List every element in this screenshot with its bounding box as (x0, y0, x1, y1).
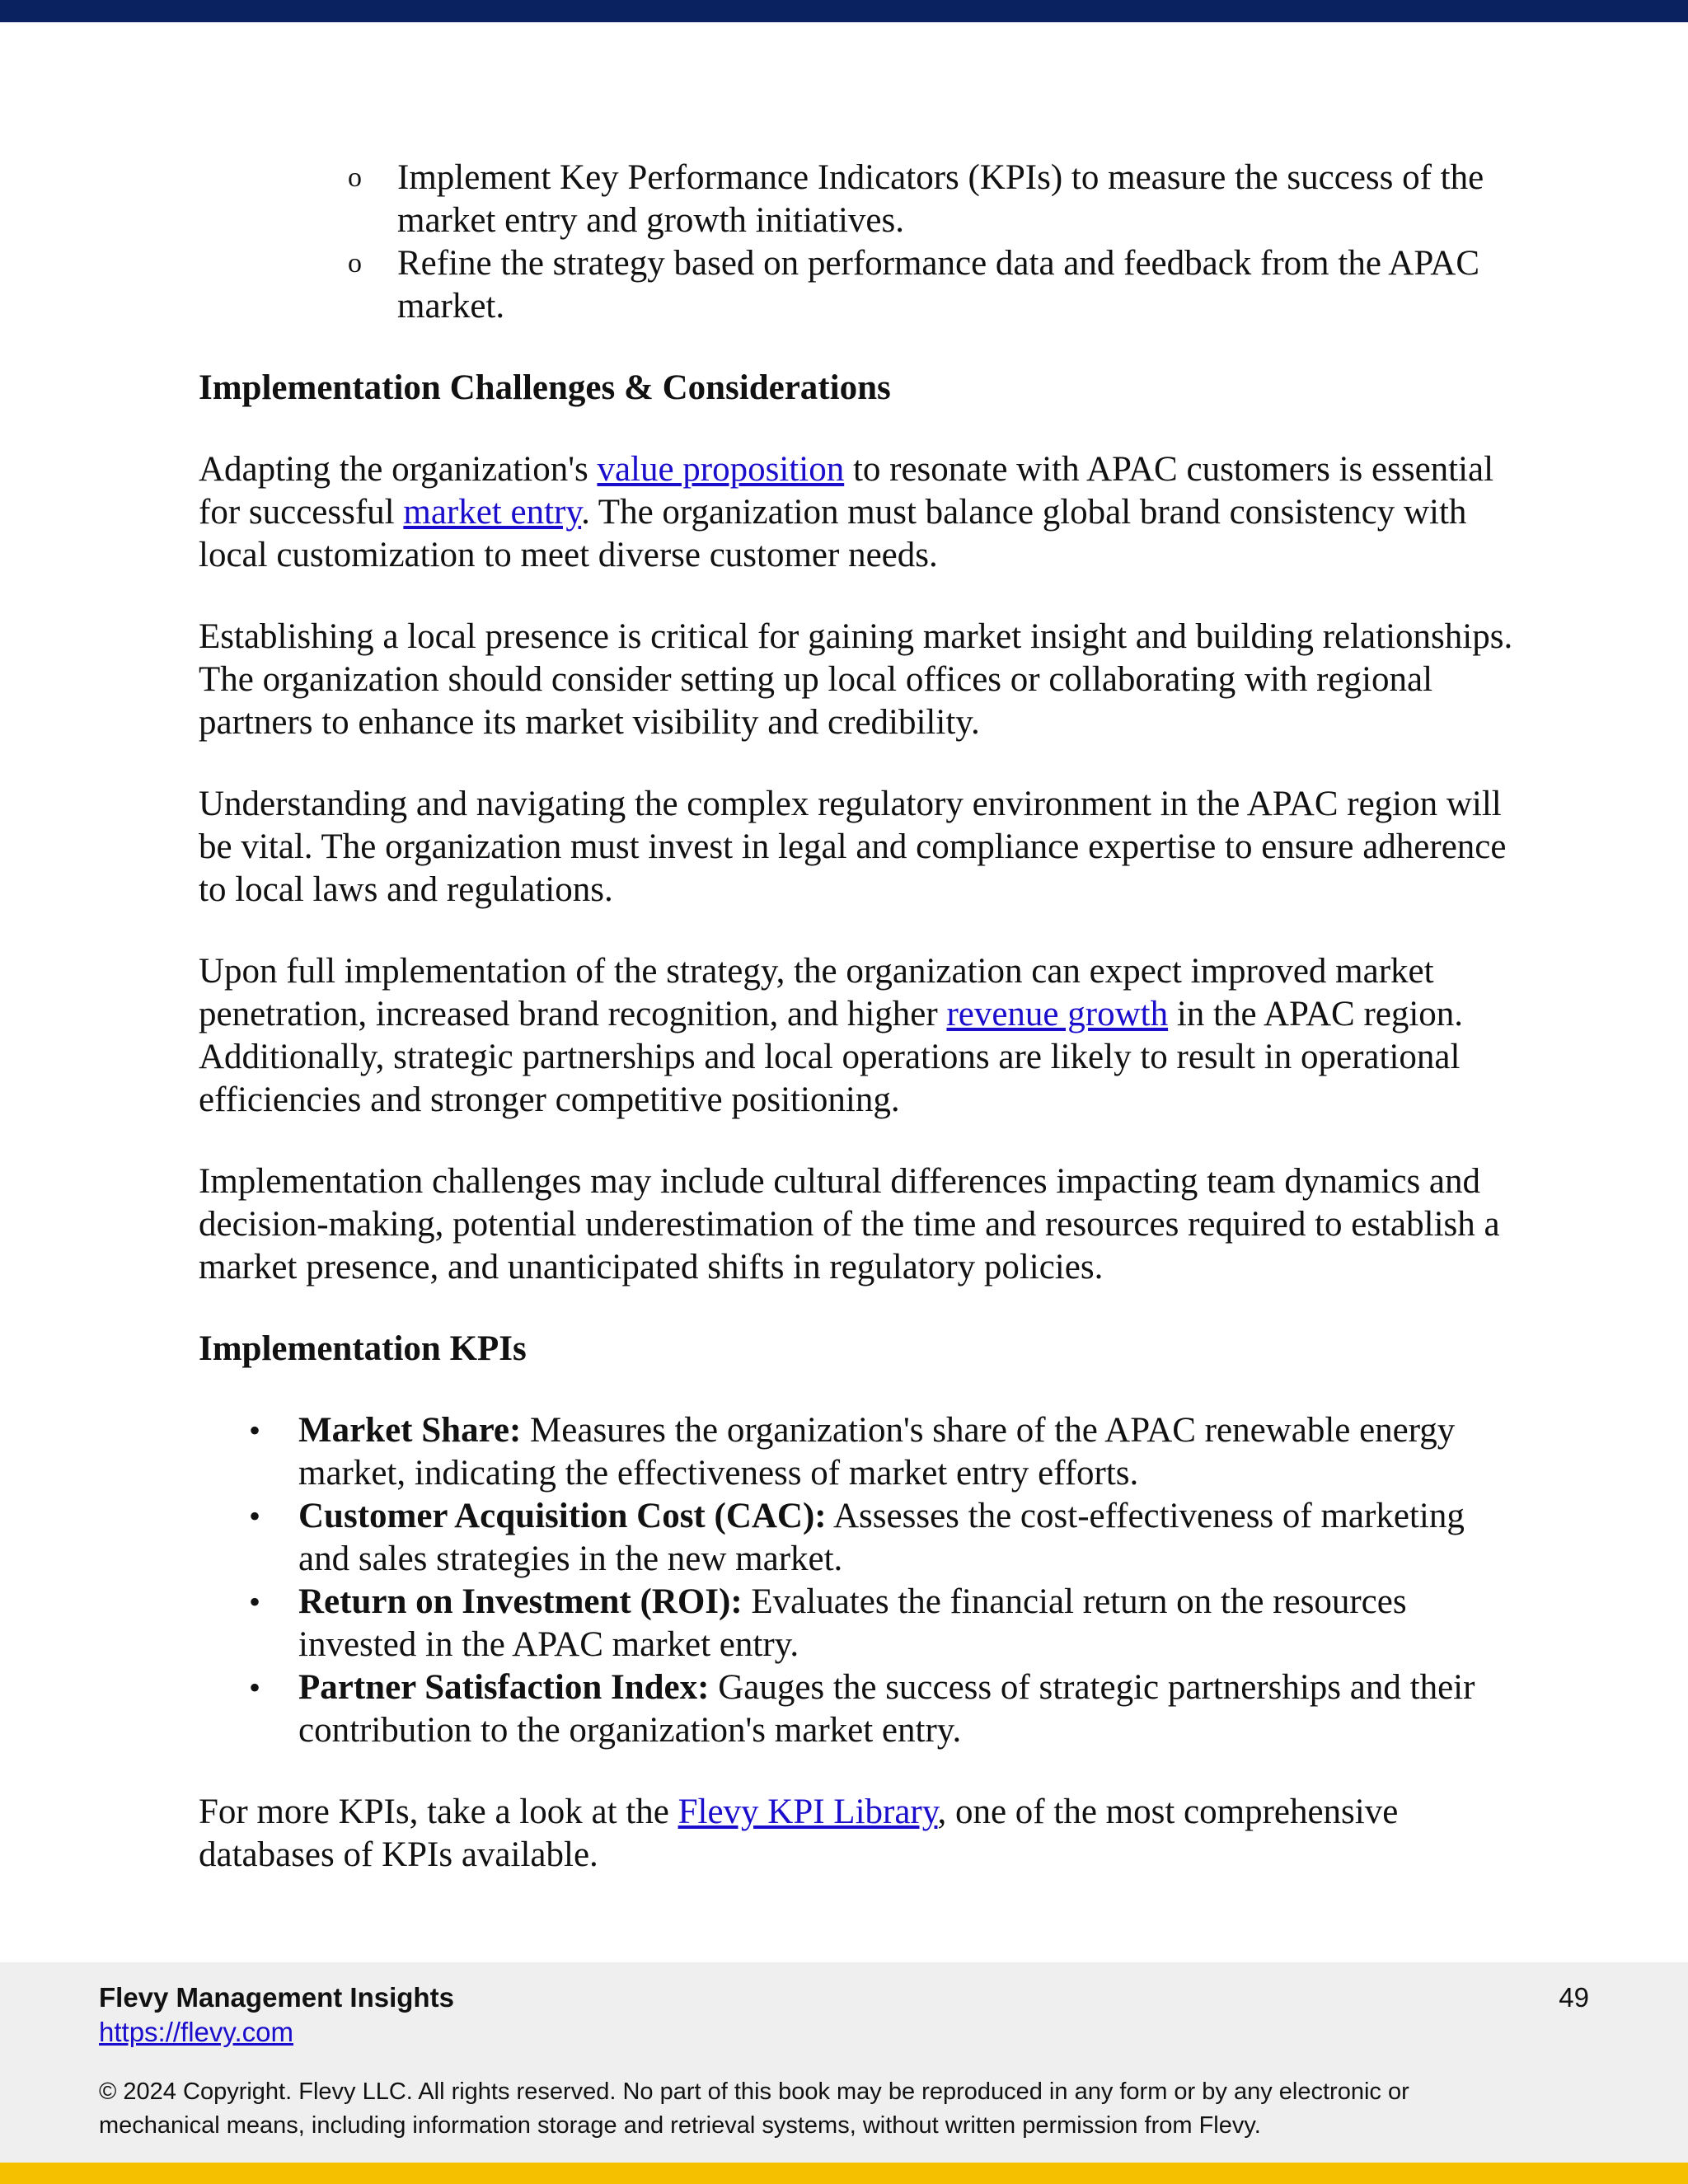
market-entry-link[interactable]: market entry (403, 493, 582, 532)
text: Upon full implementation of the strategy, the organization can expect improved market penetration, increased brand recognition, and higher (199, 952, 1434, 1033)
flevy-kpi-library-link[interactable]: Flevy KPI Library (678, 1793, 938, 1831)
list-item: o Implement Key Performance Indicators (KPIs) to measure the success of the market entry and growth initiatives. (397, 157, 1517, 242)
paragraph-local-presence: Establishing a local presence is critical for gaining market insight and building relationships. The organization should consider setting up local offices or collaborating with regional partners to enhance its market visibility and credibility. (199, 617, 1513, 742)
kpi-item (298, 1409, 1517, 1495)
paragraph-regulatory: Understanding and navigating the complex regulatory environment in the APAC region will be vital. The organization must invest in legal and compliance expertise to ensure adherence to local laws and regulations. (199, 785, 1507, 909)
kpi-desc: Gauges the success of strategic partnerships and their contribution to the organization's market entry. (298, 1668, 1475, 1750)
top-accent-bar (0, 0, 1688, 22)
text: , one of the most comprehensive databases of KPIs available. (199, 1793, 1399, 1874)
text: For more KPIs, take a look at the (199, 1793, 678, 1831)
paragraph-challenges: Implementation challenges may include cultural differences impacting team dynamics and decision-making, potential underestimation of the time and resources required to establish a market presence, and unanticipated shifts in regulatory policies. (199, 1162, 1500, 1286)
kpi-item (298, 1666, 1517, 1752)
value-proposition-link[interactable]: value proposition (597, 450, 845, 489)
page-number: 49 (1559, 1982, 1589, 2013)
kpi-item (298, 1495, 1517, 1581)
text: Adapting the organization's (199, 450, 598, 489)
paragraph-value-proposition (199, 448, 1517, 577)
list-item: o Refine the strategy based on performance data and feedback from the APAC market. (397, 242, 1517, 328)
bottom-accent-bar (0, 2163, 1688, 2184)
kpi-desc: Evaluates the financial return on the resources invested in the APAC market entry. (298, 1582, 1407, 1664)
kpi-desc: Measures the organization's share of the APAC renewable energy market, indicating the effectiveness of market entry efforts. (298, 1411, 1456, 1493)
text: in the APAC region. Additionally, strategic partnerships and local operations are likely to result in operational efficiencies and stronger competitive positioning. (199, 995, 1464, 1119)
kpi-term: Market Share: (298, 1411, 522, 1450)
kpi-item (298, 1581, 1517, 1666)
kpi-term: Partner Satisfaction Index: (298, 1668, 710, 1707)
copyright-notice: © 2024 Copyright. Flevy LLC. All rights reserved. No part of this book may be reproduced in any form or by any electronic or mechanical means, including information storage and retrieval systems, without written permission from Flevy. (99, 2079, 1409, 2139)
kpis-heading: Implementation KPIs (199, 1329, 527, 1368)
paragraph-outcomes (199, 950, 1517, 1122)
page-footer (0, 1962, 1688, 2163)
text: . The organization must balance global brand consistency with local customization to meet diverse customer needs. (199, 493, 1467, 574)
footer-url-link[interactable]: https://flevy.com (99, 2017, 293, 2047)
footer-brand: Flevy Management Insights (99, 1982, 454, 2013)
text: to resonate with APAC customers is essential for successful (199, 450, 1494, 532)
kpi-term: Customer Acquisition Cost (CAC): (298, 1497, 827, 1535)
sub-bullet-list (199, 157, 1517, 328)
revenue-growth-link[interactable]: revenue growth (946, 995, 1169, 1033)
challenges-heading: Implementation Challenges & Considerations (199, 368, 891, 407)
kpi-desc: Assesses the cost-effectiveness of marketing and sales strategies in the new market. (298, 1497, 1465, 1578)
paragraph-more-kpis (199, 1791, 1517, 1877)
kpi-list (199, 1409, 1517, 1752)
kpi-term: Return on Investment (ROI): (298, 1582, 743, 1621)
page-content (199, 157, 1517, 1915)
